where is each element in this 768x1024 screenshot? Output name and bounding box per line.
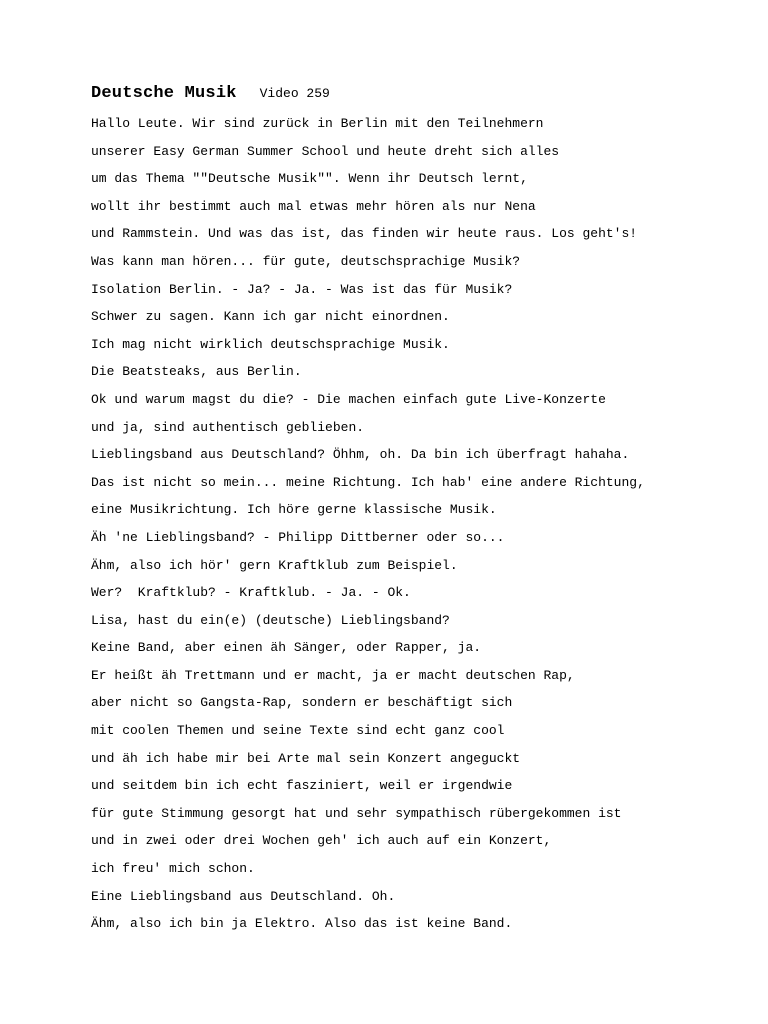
transcript-line: und Rammstein. Und was das ist, das finden wir heute raus. Los geht's!: [91, 226, 638, 242]
transcript-lines: [91, 110, 751, 938]
transcript-line: Ähm, also ich bin ja Elektro. Also das ist keine Band.: [91, 916, 513, 932]
transcript-line: Ok und warum magst du die? - Die machen einfach gute Live-Konzerte: [91, 391, 606, 407]
transcript-line: und ja, sind authentisch geblieben.: [91, 419, 365, 435]
transcript-line: Die Beatsteaks, aus Berlin.: [91, 364, 302, 380]
transcript-line: Keine Band, aber einen äh Sänger, oder Rapper, ja.: [91, 640, 482, 656]
transcript-line: aber nicht so Gangsta-Rap, sondern er beschäftigt sich: [91, 695, 513, 711]
transcript-line: Wer? Kraftklub? - Kraftklub. - Ja. - Ok.: [91, 585, 411, 601]
transcript-line: unserer Easy German Summer School und heute dreht sich alles: [91, 143, 560, 159]
transcript-line: Er heißt äh Trettmann und er macht, ja er macht deutschen Rap,: [91, 667, 575, 683]
transcript-line: eine Musikrichtung. Ich höre gerne klassische Musik.: [91, 502, 497, 518]
transcript-line: und äh ich habe mir bei Arte mal sein Konzert angeguckt: [91, 750, 521, 766]
transcript-line: Ähm, also ich hör' gern Kraftklub zum Beispiel.: [91, 557, 458, 573]
document-title: Deutsche Musik: [91, 84, 237, 103]
transcript-line: Äh 'ne Lieblingsband? - Philipp Dittberner oder so...: [91, 529, 505, 545]
transcript-line: und seitdem bin ich echt fasziniert, weil er irgendwie: [91, 778, 513, 794]
transcript-line: mit coolen Themen und seine Texte sind echt ganz cool: [91, 723, 505, 739]
video-number: Video 259: [259, 86, 330, 101]
transcript-line: Isolation Berlin. - Ja? - Ja. - Was ist das für Musik?: [91, 281, 513, 297]
transcript-line: um das Thema ""Deutsche Musik"". Wenn ihr Deutsch lernt,: [91, 171, 528, 187]
transcript-line: Lisa, hast du ein(e) (deutsche) Lieblingsband?: [91, 612, 450, 628]
transcript-line: und in zwei oder drei Wochen geh' ich auch auf ein Konzert,: [91, 833, 552, 849]
transcript-line: Ich mag nicht wirklich deutschsprachige Musik.: [91, 336, 450, 352]
transcript-line: Was kann man hören... für gute, deutschsprachige Musik?: [91, 253, 521, 269]
transcript-line: Schwer zu sagen. Kann ich gar nicht einordnen.: [91, 309, 450, 325]
transcript-line: Hallo Leute. Wir sind zurück in Berlin mit den Teilnehmern: [91, 116, 544, 131]
transcript-line: Lieblingsband aus Deutschland? Öhhm, oh. Da bin ich überfragt hahaha.: [91, 447, 630, 463]
transcript-line: ich freu' mich schon.: [91, 861, 255, 877]
title-row: [91, 84, 751, 108]
transcript-line: Das ist nicht so mein... meine Richtung. Ich hab' eine andere Richtung,: [91, 474, 645, 490]
transcript-line: Eine Lieblingsband aus Deutschland. Oh.: [91, 888, 396, 904]
transcript-line: für gute Stimmung gesorgt hat und sehr sympathisch rübergekommen ist: [91, 805, 622, 821]
transcript-line: wollt ihr bestimmt auch mal etwas mehr hören als nur Nena: [91, 198, 536, 214]
document-page: [91, 84, 751, 938]
